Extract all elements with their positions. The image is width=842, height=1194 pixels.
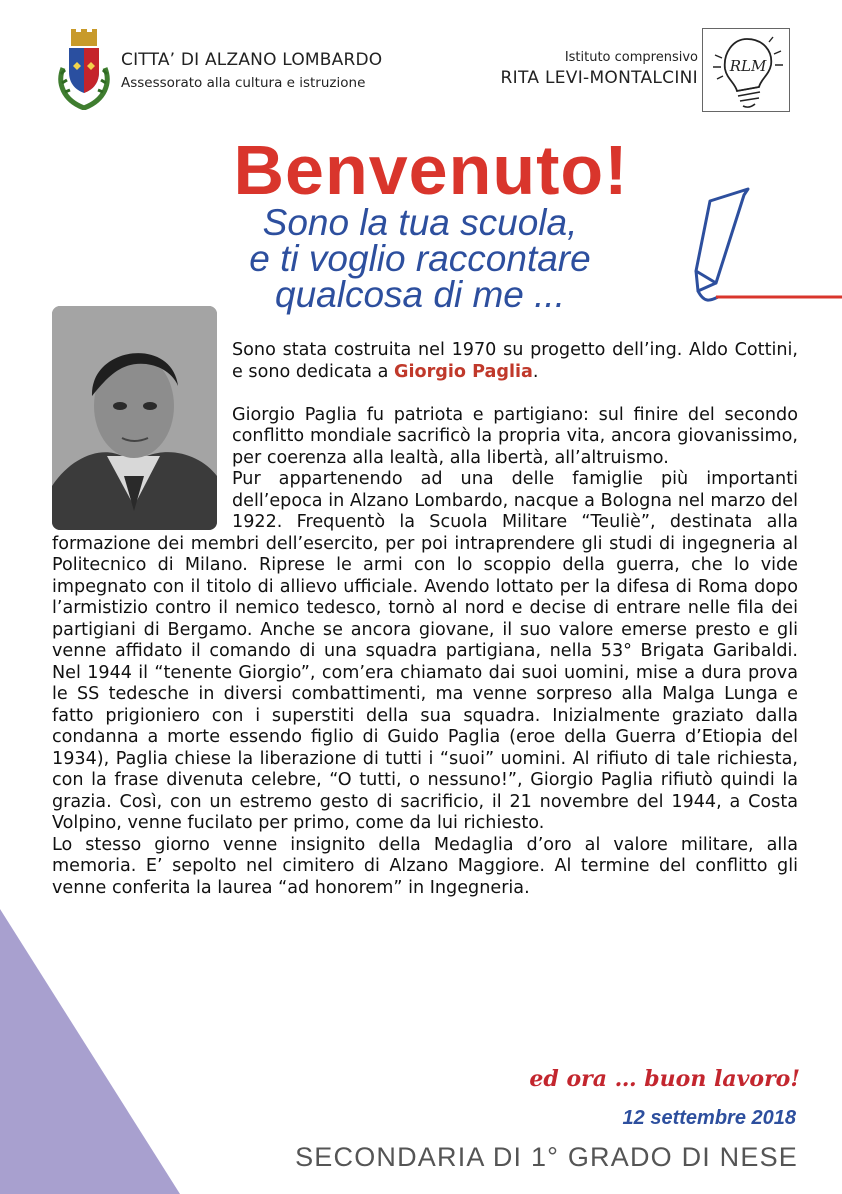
city-coat-of-arms-icon [55, 28, 113, 110]
school-footer: SECONDARIA DI 1° GRADO DI NESE [295, 1142, 798, 1172]
city-name: CITTA’ DI ALZANO LOMBARDO [121, 50, 383, 70]
paragraph-history: Pur appartenendo ad una delle famiglie più importanti dell’epoca in Alzano Lombardo, nacque a Bologna nel marzo del 1922. Frequentò la Scuola Militare “Teuliè”, destinata alla formazione dei membri dell’esercito, per poi intraprendere gli studi di ingegneria al Politecnico di Milano. Riprese le armi con lo scoppio della guerra, che lo vide impegnato con il titolo di allievo ufficiale. Avendo lottato per la difesa di Roma dopo l’armistizio contro il nemico tedesco, tornò al nord e decise di entrare nelle fila dei partigiani di Bergamo. Anche se ancora giovane, il suo valore emerse presto e gli venne affidato il comando di una squadra partigiana, nella 53° Brigata Garibaldi. Nel 1944 il “tenente Giorgio”, com’era chiamato dai suoi uomini, mise a dura prova le SS tedesche in diversi combattimenti, ma venne sorpreso alla Malga Lunga e fatto prigioniero con i superstiti della sua squadra. Inizialmente graziato dalla condanna a morte essendo figlio di Guido Paglia (eroe della Guerra d’Etiopia del 1934), Paglia chiese la liberazione di tutti i “suoi” uomini. Al rifiuto di tale richiesta, con la frase divenuta celebre, “O tutti, o nessuno!”, Giorgio Paglia rifiutò quindi la grazia. Così, con un estremo gesto di sacrificio, il 21 novembre del 1944, a Costa Volpino, venne fucilato per primo, come da lui richiesto. [52, 469, 798, 833]
school-header [452, 28, 790, 112]
paragraph-intro-end: . [532, 361, 539, 382]
paragraph-intro-text: Sono stata costruita nel 1970 su progetto dell’ing. Aldo Cottini, e sono dedicata a [232, 340, 798, 382]
closing-wish: ed ora … buon lavoro! [529, 1066, 800, 1092]
date: 12 settembre 2018 [622, 1107, 796, 1129]
pencil-drawing-icon [690, 185, 842, 310]
paragraph-honors: Lo stesso giorno venne insignito della Medaglia d’oro al valore militare, alla memoria. E’ sepolto nel cimitero di Alzano Maggiore. Al termine del conflitto gli venne conferita la laurea “ad honorem” in Ingegneria. [52, 834, 798, 898]
subtitle [140, 202, 700, 315]
city-header [55, 28, 405, 110]
paragraph-biography: Giorgio Paglia fu patriota e partigiano: sul finire del secondo conflitto mondiale sacrificò la propria vita, ancora giovanissimo, per coerenza alla lealtà, alla libertà, all’altruismo. [232, 404, 798, 468]
subtitle-line-1: Sono la tua scuola, [262, 202, 578, 243]
highlighted-name: Giorgio Paglia [394, 361, 533, 382]
institute-label: Istituto comprensivo [564, 50, 698, 65]
article-body [52, 340, 798, 899]
school-logo-letters: RLM [729, 57, 767, 75]
school-logo [702, 28, 790, 112]
corner-triangle-decoration [0, 909, 180, 1194]
institute-name: RITA LEVI-MONTALCINI [500, 68, 698, 88]
subtitle-line-3: qualcosa di me ... [275, 274, 565, 315]
lightbulb-icon [703, 29, 789, 111]
department-name: Assessorato alla cultura e istruzione [121, 75, 366, 91]
subtitle-line-2: e ti voglio raccontare [249, 238, 591, 279]
page-title: Benvenuto! [233, 131, 629, 209]
